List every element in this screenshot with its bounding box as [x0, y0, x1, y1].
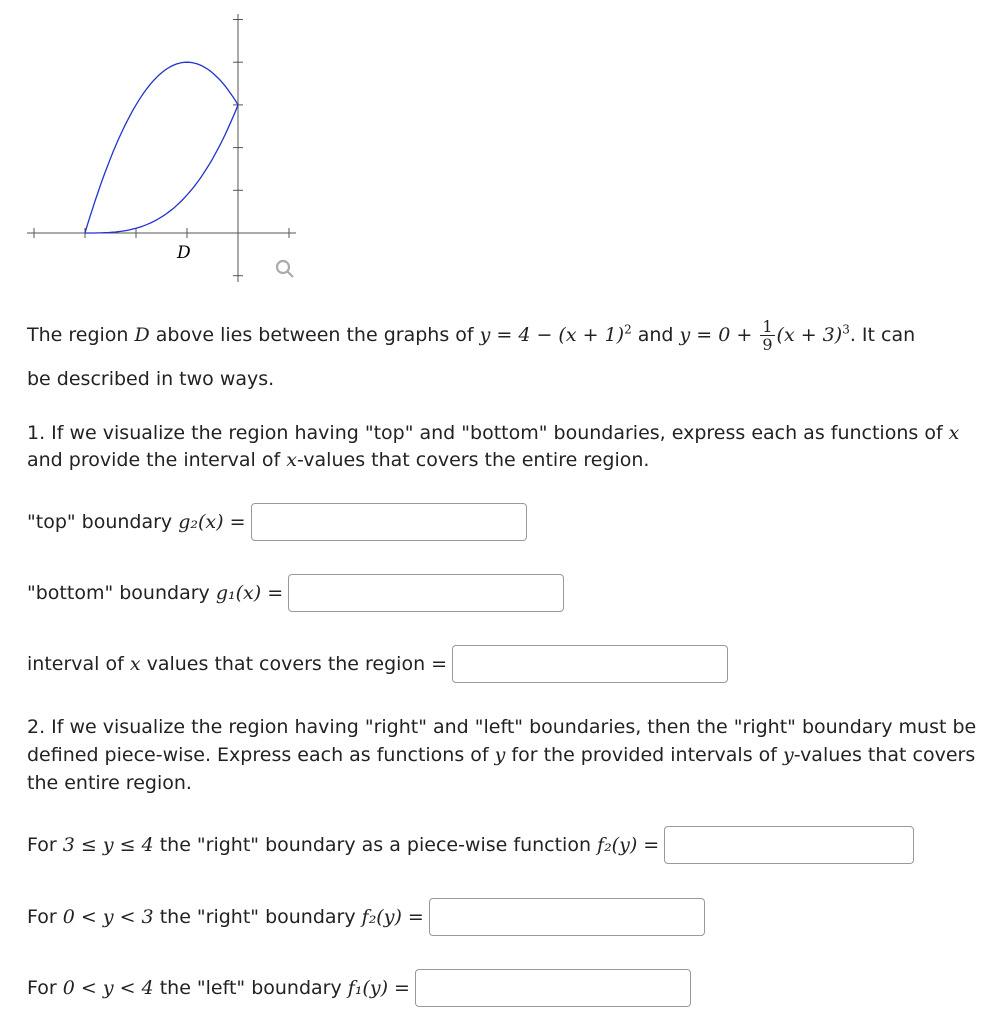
right-upper-row: [27, 825, 914, 865]
right-lower-row: [27, 897, 705, 937]
interval-label: interval of x values that covers the region =: [27, 653, 448, 675]
left-boundary-label: For 0 < y < 4 the "left" boundary f₁(y) =: [27, 977, 410, 999]
bottom-boundary-input[interactable]: [288, 574, 564, 612]
top-curve: [85, 62, 238, 233]
right-lower-label: For 0 < y < 3 the "right" boundary f₂(y) =: [27, 906, 424, 928]
right-lower-input[interactable]: [429, 898, 705, 936]
part1-line-1: 1. If we visualize the region having "top" and "bottom" boundaries, express each as functions of x: [27, 422, 960, 444]
bottom-boundary-row: [27, 573, 564, 613]
part2-line-1: 2. If we visualize the region having "right" and "left" boundaries, then the "right" boundary must be: [27, 716, 977, 738]
right-upper-label: For 3 ≤ y ≤ 4 the "right" boundary as a piece-wise function f₂(y) =: [27, 834, 660, 856]
part2-line-2: defined piece-wise. Express each as functions of y for the provided intervals of y-values that covers: [27, 744, 976, 766]
intro-line-2: be described in two ways.: [27, 368, 275, 390]
bottom-boundary-label: "bottom" boundary g₁(x) =: [27, 582, 284, 604]
top-boundary-input[interactable]: [251, 503, 527, 541]
bottom-curve: [85, 105, 238, 233]
fraction: $\frac{1}{9}$: [762, 317, 773, 354]
top-boundary-row: [27, 502, 527, 542]
axes: [27, 14, 296, 282]
left-boundary-row: [27, 968, 691, 1008]
part2-line-3: the entire region.: [27, 772, 192, 794]
region-label: D: [177, 243, 191, 263]
left-boundary-input[interactable]: [415, 969, 691, 1007]
right-upper-input[interactable]: [664, 826, 914, 864]
top-boundary-label: "top" boundary g₂(x) =: [27, 511, 246, 533]
part1-line-2: and provide the interval of x-values that covers the entire region.: [27, 449, 650, 471]
intro-line-1: The region D above lies between the graphs of $y = 4 - (x + 1)^2$ and y = 0 + $\frac{1}{9}$ $(x + 3)^3$. It can: [27, 317, 916, 354]
region-graph: [0, 0, 320, 290]
magnifier-icon[interactable]: [277, 261, 293, 277]
interval-row: [27, 644, 728, 684]
interval-input[interactable]: [452, 645, 728, 683]
